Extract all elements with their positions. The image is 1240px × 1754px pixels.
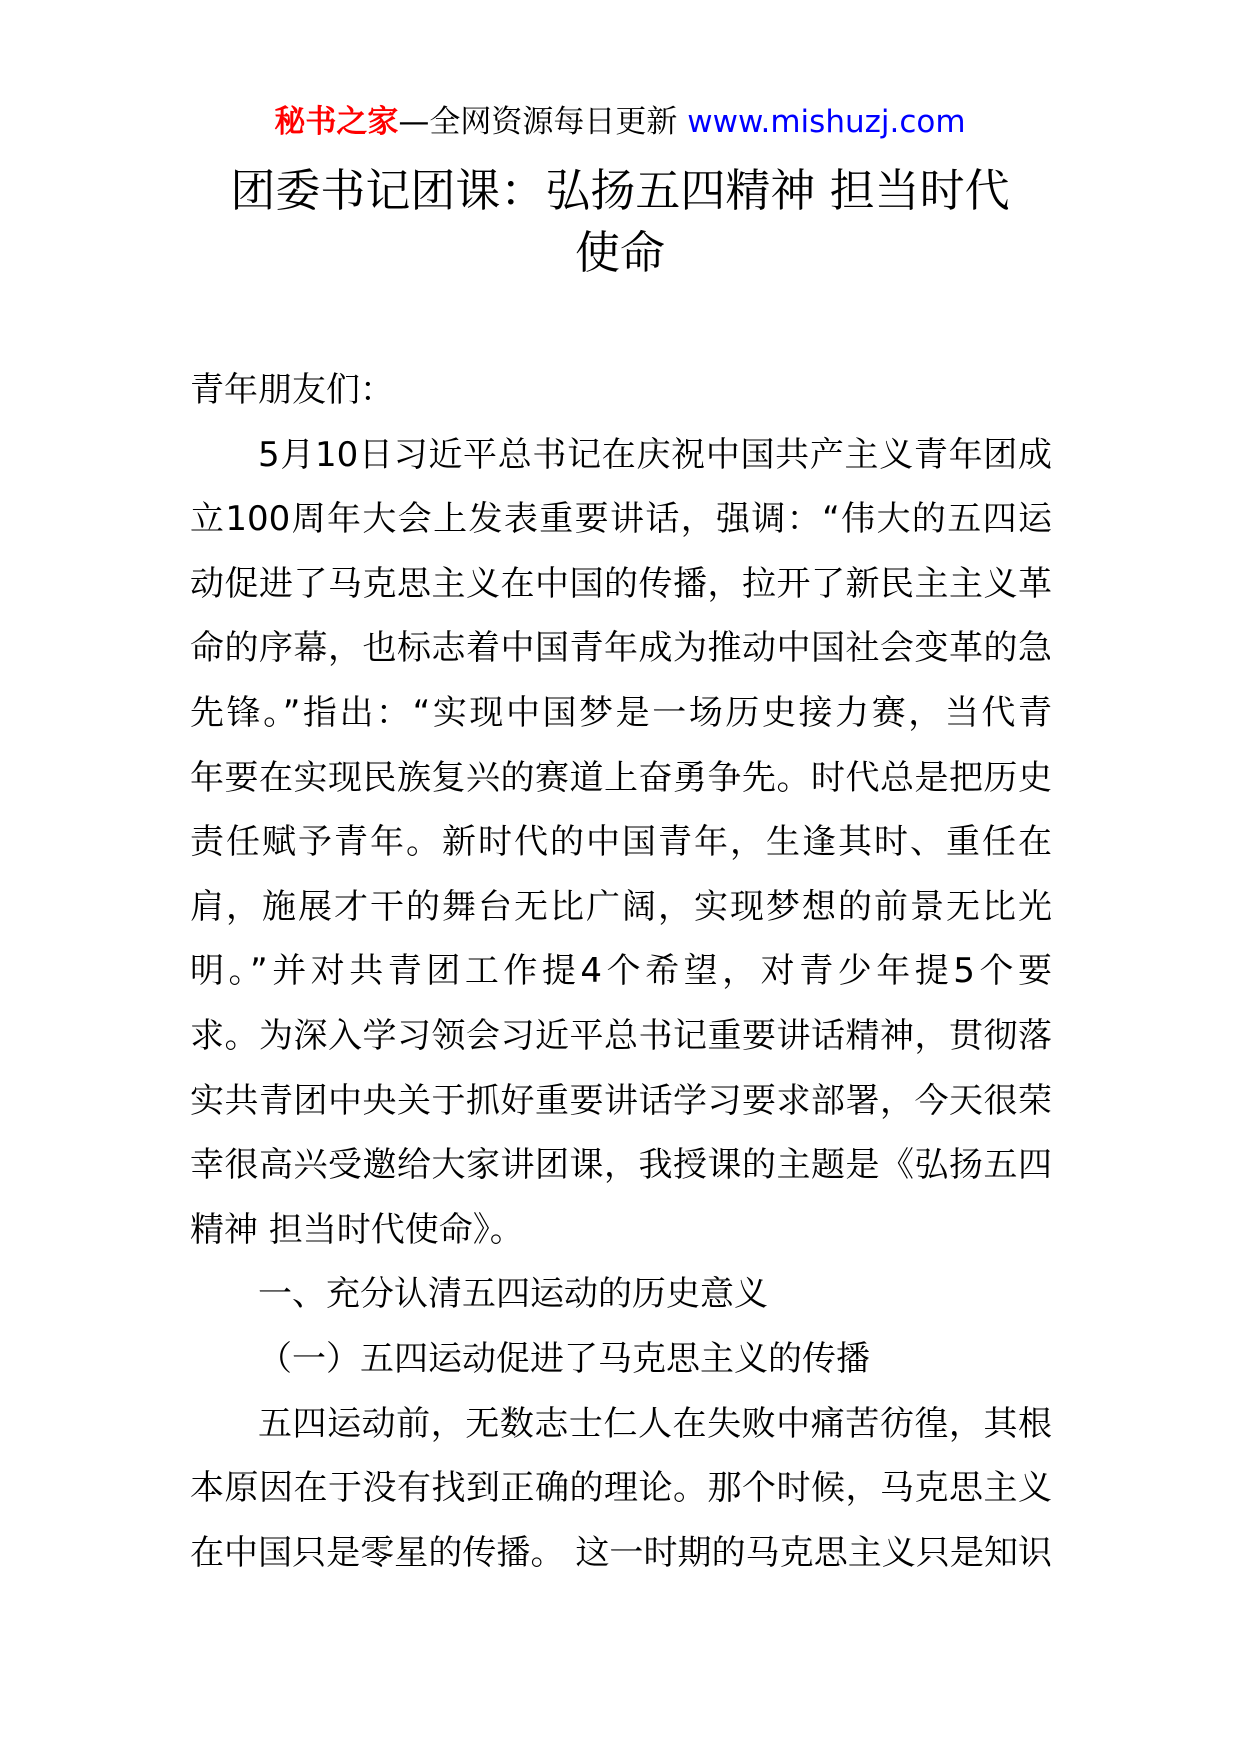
body-line: 先锋。”指出：“实现中国梦是一场历史接力赛，当代青 [190,692,1052,733]
section-heading: 一、充分认清五四运动的历史意义 [258,1274,768,1315]
body-line: 5月10日习近平总书记在庆祝中国共产主义青年团成 [258,434,1052,475]
subsection-heading: （一）五四运动促进了马克思主义的传播 [258,1338,870,1379]
brand-tagline: —全网资源每日更新 [398,104,678,140]
document-body [190,358,1052,1585]
title-line-1: 团委书记团课：弘扬五四精神 担当时代 [230,164,1010,217]
site-url-link[interactable]: www.mishuzj.com [687,104,966,140]
body-line: 责任赋予青年。新时代的中国青年，生逢其时、重任在 [190,822,1052,863]
body-line: 动促进了马克思主义在中国的传播，拉开了新民主主义革 [190,563,1052,604]
title-line-2: 使命 [574,226,665,279]
document-title [190,160,1050,284]
brand-name: 秘书之家 [274,104,399,140]
body-line: 求。为深入学习领会习近平总书记重要讲话精神，贯彻落 [190,1015,1052,1056]
salutation: 青年朋友们： [190,370,394,410]
body-line: 本原因在于没有找到正确的理论。那个时候，马克思主义 [190,1468,1052,1509]
body-line: 立100周年大会上发表重要讲话，强调：“伟大的五四运 [190,499,1052,540]
body-line: 肩，施展才干的舞台无比广阔，实现梦想的前景无比光 [190,886,1052,927]
body-line: 精神 担当时代使命》。 [190,1209,524,1250]
body-line: 明。”并对共青团工作提4个希望，对青少年提5个要 [190,951,1052,992]
body-line: 实共青团中央关于抓好重要讲话学习要求部署，今天很荣 [190,1080,1052,1121]
body-line: 年要在实现民族复兴的赛道上奋勇争先。时代总是把历史 [190,757,1052,798]
body-line: 在中国只是零星的传播。 这一时期的马克思主义只是知识 [190,1532,1052,1573]
site-header [0,100,1240,144]
body-line: 命的序幕，也标志着中国青年成为推动中国社会变革的急 [190,628,1052,669]
body-line: 幸很高兴受邀给大家讲团课，我授课的主题是《弘扬五四 [190,1145,1052,1186]
body-line: 五四运动前，无数志士仁人在失败中痛苦彷徨，其根 [258,1403,1052,1444]
